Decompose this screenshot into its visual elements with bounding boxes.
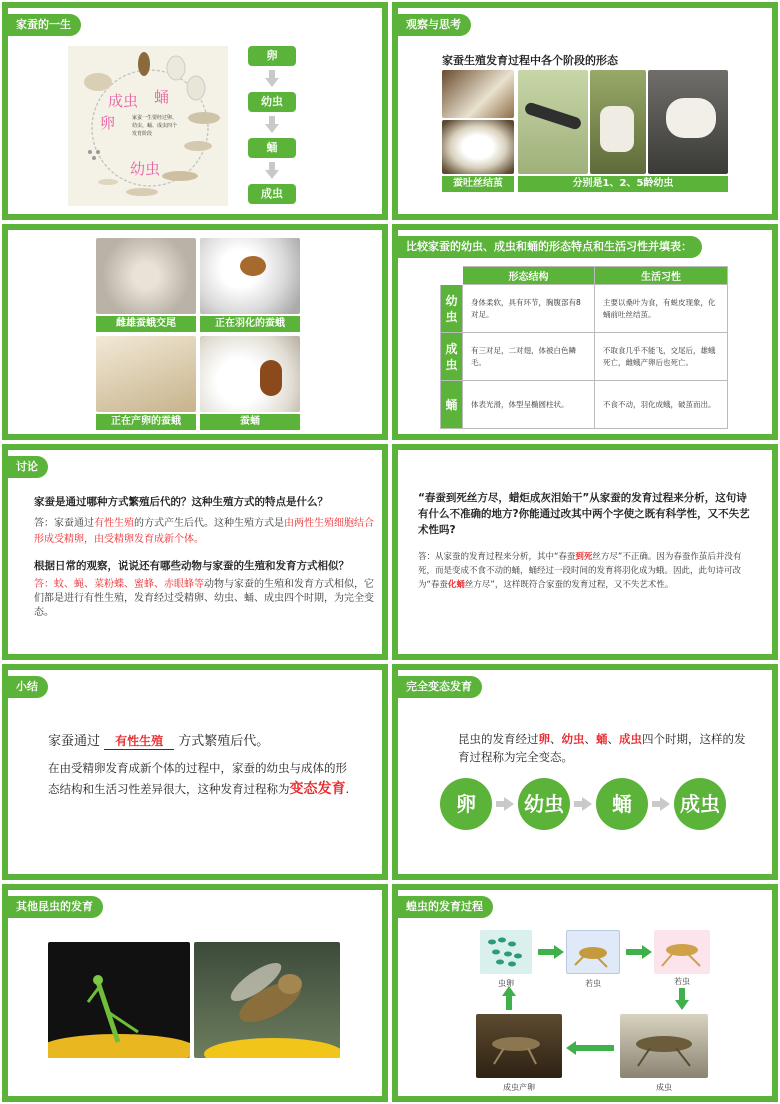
fly-icon xyxy=(194,942,340,1058)
slide-compare-table xyxy=(392,224,778,440)
photo-larva-2 xyxy=(590,70,646,174)
cycle-label-larva: 幼虫 xyxy=(130,160,161,178)
slide-subtitle: 家蚕生殖发育过程中各个阶段的形态 xyxy=(442,54,618,67)
eggs-icon xyxy=(480,930,532,974)
stage-circle-adult: 成虫 xyxy=(674,778,726,830)
arrow-down-icon xyxy=(269,70,275,78)
table-header-form: 形态结构 xyxy=(463,267,595,285)
arrow-down-icon xyxy=(265,78,279,87)
table-row xyxy=(441,381,728,429)
caption-spinning: 蚕吐丝结茧 xyxy=(442,176,514,192)
cell-habit: 不食不动，羽化成蛾，破茧而出。 xyxy=(595,381,728,429)
arrow-down-icon xyxy=(675,1000,689,1010)
slide-observe-think xyxy=(392,2,778,220)
arrow-right-icon xyxy=(574,801,582,807)
slide-title: 其他昆虫的发育 xyxy=(8,896,103,918)
arrow-right-icon xyxy=(496,801,504,807)
arrow-right-icon xyxy=(652,801,660,807)
photo-pupa xyxy=(200,336,300,412)
photo-mantis xyxy=(48,942,190,1058)
stage-circle-egg: 卵 xyxy=(440,778,492,830)
arrow-right-icon xyxy=(642,945,652,959)
slide-title: 观察与思考 xyxy=(398,14,471,36)
locust-laying-icon xyxy=(476,1014,562,1078)
slide-summary xyxy=(2,664,388,880)
slide-title: 完全变态发育 xyxy=(398,676,482,698)
question-1: 家蚕是通过哪种方式繁殖后代的？这种生殖方式的特点是什么？ xyxy=(34,496,328,508)
photo-locust-laying xyxy=(476,1014,562,1078)
row-label: 蛹 xyxy=(441,381,463,429)
slide-title: 家蚕的一生 xyxy=(8,14,81,36)
photo-cocoon xyxy=(442,120,514,174)
photo-mating-moths xyxy=(96,238,196,314)
poem-question: “春蚕到死丝方尽，蜡炬成灰泪始干”从家蚕的发育过程来分析，这句诗有什么不准确的地方?你能通过改其中两个字使之既有科学性，又不失艺术性吗? xyxy=(418,492,750,536)
caption-mating: 雌雄蚕蛾交尾 xyxy=(96,316,196,332)
comparison-table xyxy=(440,266,728,429)
caption-egg-laying: 正在产卵的蚕蛾 xyxy=(96,414,196,430)
summary-paragraph: 在由受精卵发育成新个体的过程中，家蚕的幼虫与成体的形态结构和生活习性差异很大，这种发育过程称为变态发育. xyxy=(48,761,350,797)
photo-adult-locust xyxy=(620,1014,708,1078)
arrow-right-icon xyxy=(554,945,564,959)
photo-larva-1 xyxy=(518,70,588,174)
cell-habit: 主要以桑叶为食，有蜕皮现象，化蛹前吐丝结茧。 xyxy=(595,285,728,333)
stage-pupa: 蛹 xyxy=(248,138,296,158)
table-row xyxy=(441,285,728,333)
cell-form: 有三对足，二对翅，体被白色鳞毛。 xyxy=(463,333,595,381)
stage-egg: 卵 xyxy=(248,46,296,66)
cell-form: 体表光滑，体型呈椭圆柱状。 xyxy=(463,381,595,429)
photo-emerging-moth xyxy=(200,238,300,314)
label-adult: 成虫 xyxy=(656,1083,672,1092)
cell-form: 身体柔软，具有环节，胸腹部有8对足。 xyxy=(463,285,595,333)
table-row xyxy=(441,333,728,381)
arrow-down-icon xyxy=(265,124,279,133)
stage-adult: 成虫 xyxy=(248,184,296,204)
arrow-down-icon xyxy=(269,116,275,124)
label-laying: 成虫产卵 xyxy=(503,1083,535,1092)
row-label: 幼虫 xyxy=(441,285,463,333)
stage-larva: 幼虫 xyxy=(248,92,296,112)
stage-circle-larva: 幼虫 xyxy=(518,778,570,830)
locust-icon xyxy=(620,1014,708,1078)
arrow-left-icon xyxy=(566,1041,576,1055)
slide-moth-photos xyxy=(2,224,388,440)
slide-discussion xyxy=(2,444,388,660)
label-nymph-2: 若虫 xyxy=(674,977,690,986)
mantis-icon xyxy=(48,942,190,1058)
metamorphosis-text: 昆虫的发育经过卵、幼虫、蛹、成虫四个时期，这样的发育过程称为完全变态。 xyxy=(458,732,746,764)
row-label: 成虫 xyxy=(441,333,463,381)
slide-complete-metamorphosis xyxy=(392,664,778,880)
photo-locust-eggs xyxy=(480,930,532,974)
photo-fly xyxy=(194,942,340,1058)
caption-emerging: 正在羽化的蚕蛾 xyxy=(200,316,300,332)
photo-larva-5 xyxy=(648,70,728,174)
cell-habit: 不取食几乎不能飞，交尾后，雄蛾死亡，雌蛾产卵后也死亡。 xyxy=(595,333,728,381)
answer-1: 答：家蚕通过有性生殖的方式产生后代。这种生殖方式是由两性生殖细胞结合形成受精卵，由受精卵发育成新个体。 xyxy=(34,518,374,545)
slide-locust-development xyxy=(392,884,778,1102)
arrow-right-icon xyxy=(538,949,554,955)
photo-egg-laying-moth xyxy=(96,336,196,412)
nymph-icon xyxy=(567,931,620,974)
slide-poem-analysis xyxy=(392,444,778,660)
arrow-right-icon xyxy=(660,797,670,811)
caption-pupa: 蚕蛹 xyxy=(200,414,300,430)
arrow-right-icon xyxy=(582,797,592,811)
arrow-right-icon xyxy=(626,949,642,955)
summary-line-1: 家蚕通过 有性生殖 方式繁殖后代。 xyxy=(48,734,270,749)
photo-nymph-2 xyxy=(654,930,710,974)
slide-title: 比较家蚕的幼虫、成虫和蛹的形态特点和生活习性并填表： xyxy=(398,236,702,258)
cycle-label-egg: 卵 xyxy=(100,114,116,132)
life-cycle-diagram xyxy=(68,46,228,206)
nymph-icon xyxy=(654,930,710,974)
cycle-label-adult: 成虫 xyxy=(108,92,139,110)
arrow-down-icon xyxy=(269,162,275,170)
cycle-center-text: 家蚕一生要经过卵、幼虫、蛹、成虫四个发育阶段 xyxy=(132,115,178,137)
stage-circle-pupa: 蛹 xyxy=(596,778,648,830)
answer-2: 答：蚊、蝇、菜粉蝶、蜜蜂、赤眼蜂等动物与家蚕的生殖和发育方式相似，它们都是进行有性生殖，发育经过受精卵、幼虫、蛹、成虫四个时期，为完全变态。 xyxy=(34,579,374,618)
label-nymph-1: 若虫 xyxy=(585,979,601,988)
slide-other-insects xyxy=(2,884,388,1102)
caption-larva-instars: 分别是1、2、5龄幼虫 xyxy=(518,176,728,192)
photo-nymph-1 xyxy=(566,930,620,974)
arrow-down-icon xyxy=(265,170,279,179)
poem-answer: 答：从家蚕的发育过程来分析，其中“春蚕到死丝方尽”不正确。因为春蚕作茧后并没有死，而是变成不食不动的蛹，蛹经过一段时间的发育将羽化成为蛾。因此，此句诗可改为“春蚕化蛹丝方尽”，这样既符合家蚕的发育过程，又不失艺术性。 xyxy=(418,552,742,590)
label-eggs: 虫卵 xyxy=(498,979,514,988)
slide-title: 小结 xyxy=(8,676,48,698)
slide-title: 蝗虫的发育过程 xyxy=(398,896,493,918)
photo-silkworm-spinning xyxy=(442,70,514,118)
question-2: 根据日常的观察，说说还有哪些动物与家蚕的生殖和发育方式相似？ xyxy=(34,560,349,572)
arrow-right-icon xyxy=(504,797,514,811)
arrow-up-icon xyxy=(506,996,512,1010)
slide-title: 讨论 xyxy=(8,456,48,478)
arrow-down-icon xyxy=(679,988,685,1000)
arrow-left-icon xyxy=(576,1045,614,1051)
slide-silkworm-life xyxy=(2,2,388,220)
arrow-up-icon xyxy=(502,986,516,996)
table-header-habit: 生活习性 xyxy=(595,267,728,285)
cycle-label-pupa: 蛹 xyxy=(154,88,170,106)
